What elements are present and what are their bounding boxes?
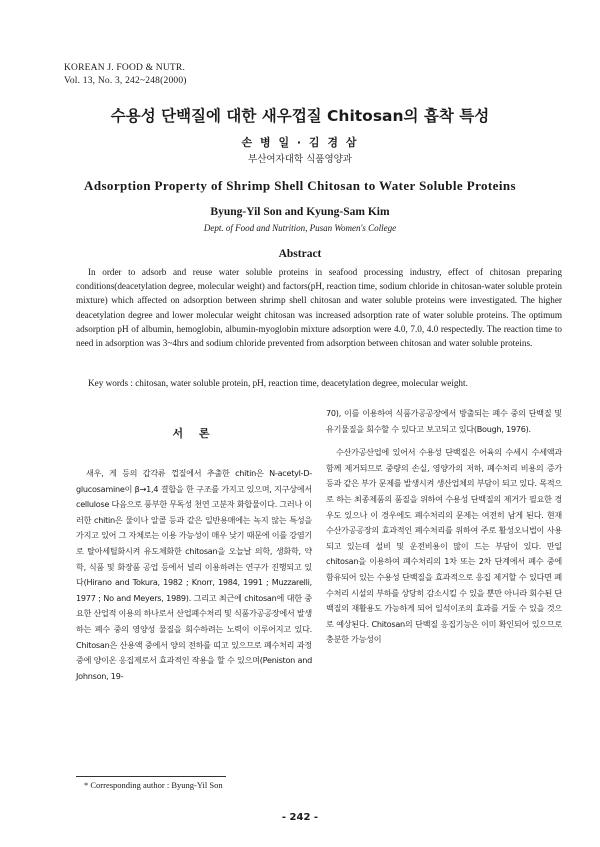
abstract-body <box>76 265 562 350</box>
abstract-heading: Abstract <box>278 248 322 260</box>
abstract-text: In order to adsorb and reuse water soluble proteins in seafood processing industry, effect of chitosan preparing conditions(deacetylation degree, molecular weight) and factors(pH, reaction time, sodium chloride in chitosan-water soluble protein mixture) which affected on adsorption between shrimp shell chitosan and water soluble proteins were investigated. The higher deacetylation degree and lower molecular weight chitosan was increased adsorption rate of water soluble proteins. The optimum adsorption pH of albumin, hemoglobin, albumin-myoglobin mixture adsorption were 4.0, 7.0, 4.0 respectedly. The reaction time to need in adsorption was 3~4hrs and sodium chloride prevented from adsorption between chitosan and water soluble proteins. <box>76 267 562 349</box>
footnote-divider <box>76 776 226 777</box>
left-column <box>76 466 312 692</box>
page-number: - 242 - <box>281 812 319 823</box>
korean-title: 수용성 단백질에 대한 새우껍질 Chitosan의 흡착 특성 <box>110 107 490 125</box>
footnote: * Corresponding author : Byung-Yil Son <box>84 780 223 790</box>
paragraph: 새우, 게 등의 갑각류 껍질에서 추출한 chitin은 N-acetyl-D-glucosamine이 β→1,4 결합을 한 구조를 가지고 있으며, 지구상에서 cellulose 다음으로 풍부한 무독성 천연 고분자 화합물이다. 그러나 이러한 chitin은 물이나 알콜 등과 같은 일반용매에는 녹지 않는 특성을 가지고 있어 그 자체로는 이용 가능성이 매우 낮기 때문에 이를 강염기로 탈아세틸화시켜 유도체화한 chitosan을 오늘날 의학, 생화학, 약학, 식품 및 화장품 공업 등에서 널리 이용하려는 연구가 진행되고 있다(Hirano and Tokura, 1982 ; Knorr, 1984, 1991 ; Muzzarelli, 1977 ; No and Meyers, 1989). 그리고 최근에 chitosan에 대한 중요한 산업적 이용의 하나로서 산업폐수처리 및 식품가공공장에서 발생하는 폐수 중의 영양성 물질을 회수하려는 노력이 이루어지고 있다. Chitosan은 산용액 중에서 양의 전하를 띠고 있으므로 폐수처리 과정 중에 양이온 응집제로서 효과적인 작용을 할 수 있으며(Peniston and Johnson, 19- <box>76 468 312 681</box>
journal-name: KOREAN J. FOOD & NUTR. <box>64 63 186 73</box>
journal-volume: Vol. 13, No. 3, 242~248(2000) <box>64 76 187 86</box>
right-column <box>326 406 562 656</box>
korean-authors: 손 병 일 · 김 경 삼 <box>241 136 359 149</box>
korean-affiliation: 부산여자대학 식품영양과 <box>248 154 352 165</box>
section-heading-introduction: 서 론 <box>172 427 216 440</box>
english-authors: Byung-Yil Son and Kyung-Sam Kim <box>210 206 390 218</box>
journal-header <box>64 62 187 88</box>
paragraph: 70), 이를 이용하여 식품가공공장에서 방출되는 폐수 중의 단백질 및 유기물질을 회수할 수 있다고 보고되고 있다(Bough, 1976). <box>326 408 562 434</box>
keywords: Key words : chitosan, water soluble protein, pH, reaction time, deacetylation degree, molecular weight. <box>88 378 468 388</box>
paragraph: 수산가공산업에 있어서 수용성 단백질은 어육의 수세시 수세액과 함께 제거되므로 중량의 손실, 영양가의 저하, 폐수처리 비용의 증가 등과 같은 부가 문제를 발생시켜 생산업체의 부담이 되고 있다. 목적으로 하는 최종제품의 품질을 위하여 수용성 단백질의 제거가 필요한 경우도 있으나 이 경우에도 폐수처리의 문제는 여전히 남게 된다. 현재 수산가공공장의 효과적인 폐수처리를 위하여 주로 활성오니법이 사용되고 있는데 설비 및 운전비용이 많이 드는 부담이 있다. 만일 chitosan을 이용하여 폐수처리의 1차 또는 2차 단계에서 폐수 중에 함유되어 있는 수용성 단백질을 효과적으로 응집 제거할 수 있다면 폐수처리 시설의 부하를 상당히 감소시킬 수 있을 뿐만 아니라 회수된 단백질의 재활용도 가능하게 되어 일석이조의 효과를 거둘 수 있을 것으로 예상된다. Chitosan의 단백질 응집기능은 이미 확인되어 있으므로 충분한 가능성이 <box>326 447 562 645</box>
english-title: Adsorption Property of Shrimp Shell Chitosan to Water Soluble Proteins <box>84 178 516 193</box>
english-affiliation: Dept. of Food and Nutrition, Pusan Women's College <box>203 223 397 233</box>
